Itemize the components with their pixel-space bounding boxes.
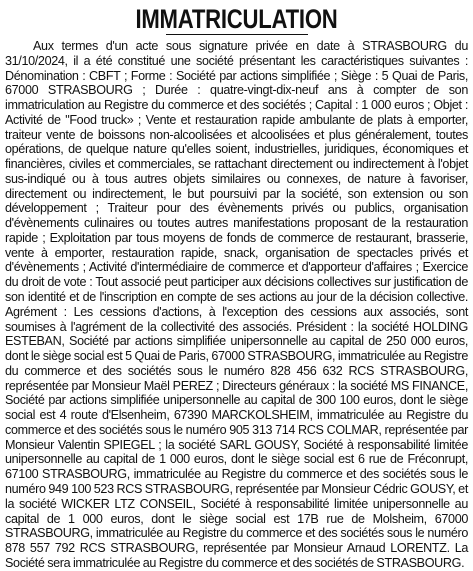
title-underline xyxy=(166,34,308,35)
notice-title: IMMATRICULATION xyxy=(135,4,338,34)
notice-body: Aux termes d'un acte sous signature privée en date à STRASBOURG du 31/10/2024, il a été constitué une société présentant les caractéristiques suivantes : Dénomination : CBFT ; Forme : Société par actions simplifiée ; Siège : 5 Quai de Paris, 67000 STRASBOURG ; Durée : quatre-vingt-dix-neuf ans à compter de son immatriculation au Registre du commerce et des sociétés ; Capital : 1 000 euros ; Objet : Activité de "Food truck» ; Vente et restauration rapide ambulante de plats à emporter, traiteur vente de boissons non-alcoolisées et alcoolisées et plus généralement, toutes opérations, de quelque nature qu'elles soient, industrielles, juridiques, économiques et financières, civiles et commerciales, se rattachant directement ou indirectement à l'objet sus-indiqué ou à tous autres objets similaires ou connexes, de nature à favoriser, directement ou indirectement, le but poursuivi par la société, son extension ou son développement ; Traiteur pour des évènements privés ou publics, organisation d'évènements culinaires ou toutes autres manifestations proposant de la restauration rapide ; Exploitation par tous moyens de fonds de commerce de restaurant, brasserie, vente à emporter, restauration rapide, snack, organisation de spectacles privés et d'évènements ; Activité d'intermédiaire de commerce et d'apporteur d'affaires ; Exercice du droit de vote : Tout associé peut participer aux décisions collectives sur justification de son identité et de l'inscription en compte de ses actions au jour de la décision collective. Agrément : Les cessions d'actions, à l'exception des cessions aux associés, sont soumises à l'agrément de la collectivité des associés. Président : la société HOLDING ESTEBAN, Société par actions simplifiée unipersonnelle au capital de 250 000 euros, dont le siège social est 5 Quai de Paris, 67000 STRASBOURG, immatriculée au Registre du commerce et des sociétés sous le numéro 828 456 632 RCS STRASBOURG, représentée par Monsieur Maël PEREZ ; Directeurs généraux : la société MS FINANCE, Société par actions simplifiée unipersonnelle au capital de 300 100 euros, dont le siège social est 4 route d'Elsenheim, 67390 MARCKOLSHEIM, immatriculée au Registre du commerce et des sociétés sous le numéro 905 313 714 RCS COLMAR, représentée par Monsieur Valentin SPIEGEL ; la société SARL GOUSY, Société à responsabilité limitée unipersonnelle au capital de 1 000 euros, dont le siège social est 6 rue de Fréconrupt, 67100 STRASBOURG, immatriculée au Registre du commerce et des sociétés sous le numéro 949 100 523 RCS STRASBOURG, représentée par Monsieur Cédric GOUSY, et la société WICKER LTZ CONSEIL, Société à responsabilité limitée unipersonnelle au capital de 1 000 euros, dont le siège social est 17B rue de Molsheim, 67000 STRASBOURG, immatriculée au Registre du commerce et des sociétés sous le numéro 878 557 792 RCS STRASBOURG, représentée par Monsieur Arnaud LORENTZ. La Société sera immatriculée au Registre du commerce et des sociétés de STRASBOURG. xyxy=(5,39,468,570)
